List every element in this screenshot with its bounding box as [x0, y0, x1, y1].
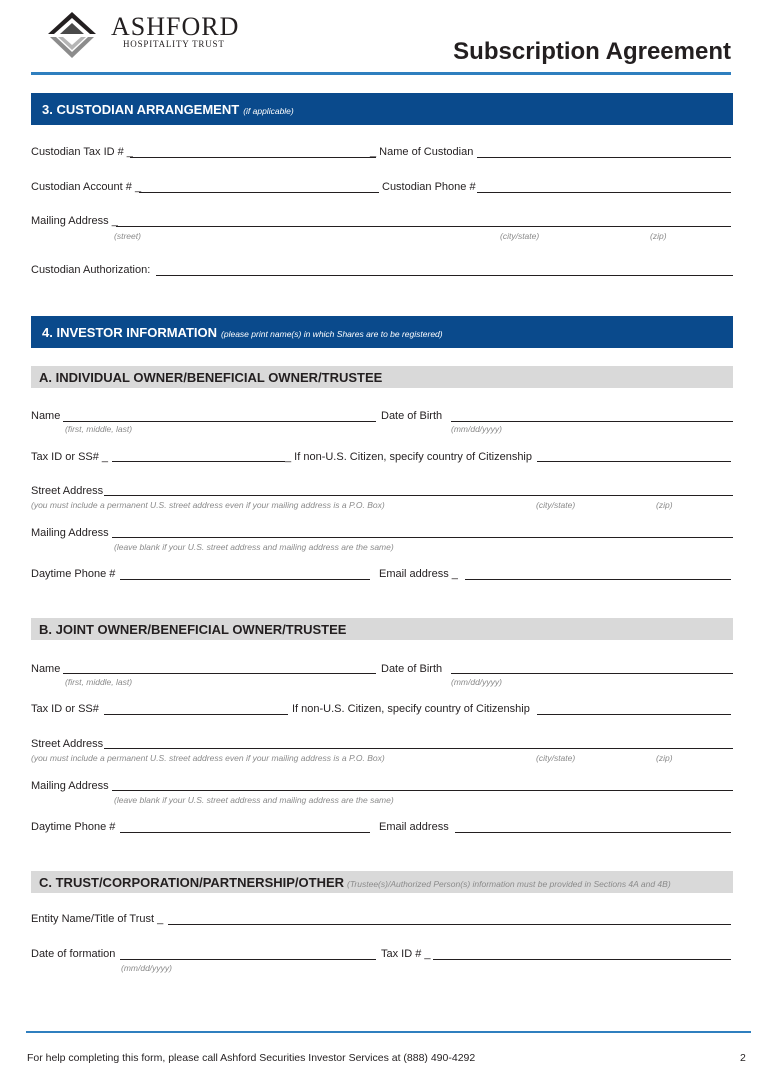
- section-4-header: [31, 316, 733, 348]
- custodian-zip-hint: (zip): [650, 231, 667, 241]
- custodian-account-field[interactable]: [139, 192, 379, 193]
- owner-b-name-field[interactable]: [63, 673, 376, 674]
- entity-taxid-field[interactable]: [433, 959, 731, 960]
- owner-a-mailing-label: Mailing Address: [31, 527, 109, 539]
- owner-a-dob-field[interactable]: [451, 421, 733, 422]
- owner-a-citizenship-field[interactable]: [537, 461, 731, 462]
- owner-b-phone-field[interactable]: [120, 832, 370, 833]
- owner-a-street-label: Street Address: [31, 485, 104, 497]
- owner-b-zip-hint: (zip): [656, 753, 673, 763]
- owner-b-taxid-field[interactable]: [104, 714, 288, 715]
- section-4-title: 4. INVESTOR INFORMATION: [42, 325, 218, 340]
- section-4c-subtitle: (Trustee(s)/Authorized Person(s) information must be provided in Sections 4A and 4B): [347, 879, 671, 889]
- footer-help-text: For help completing this form, please call Ashford Securities Investor Services at (888) 490-4292: [27, 1052, 476, 1064]
- formation-date-field[interactable]: [120, 959, 376, 960]
- owner-a-name-hint: (first, middle, last): [65, 424, 133, 434]
- footer-rule: [26, 1031, 751, 1033]
- owner-b-dob-field[interactable]: [451, 673, 733, 674]
- custodian-name-label: _ Name of Custodian: [370, 146, 474, 158]
- custodian-mailing-label: Mailing Address _: [31, 215, 118, 227]
- owner-a-street-field[interactable]: [104, 495, 733, 496]
- owner-a-phone-label: Daytime Phone #: [31, 568, 116, 580]
- owner-b-taxid-label: Tax ID or SS#: [31, 703, 99, 715]
- company-subtitle: HOSPITALITY TRUST: [123, 39, 225, 49]
- owner-a-name-label: Name: [31, 410, 61, 422]
- owner-a-dob-label: Date of Birth: [381, 410, 443, 422]
- document-title: Subscription Agreement: [453, 38, 731, 65]
- owner-b-street-label: Street Address: [31, 738, 104, 750]
- owner-a-name-field[interactable]: [63, 421, 376, 422]
- custodian-name-field[interactable]: [477, 157, 731, 158]
- owner-b-city-hint: (city/state): [536, 753, 576, 763]
- owner-a-citizenship-label: _ If non-U.S. Citizen, specify country of Citizenship: [285, 451, 532, 463]
- entity-name-label: Entity Name/Title of Trust _: [31, 913, 164, 925]
- owner-b-dob-label: Date of Birth: [381, 663, 443, 675]
- owner-b-citizenship-field[interactable]: [537, 714, 731, 715]
- custodian-phone-field[interactable]: [477, 192, 731, 193]
- owner-a-taxid-field[interactable]: [112, 461, 285, 462]
- company-name: ASHFORD: [111, 12, 240, 41]
- custodian-city-hint: (city/state): [500, 231, 540, 241]
- owner-b-street-hint: (you must include a permanent U.S. street address even if your mailing address is a P.O. Box): [31, 753, 385, 763]
- formation-date-hint: (mm/dd/yyyy): [121, 963, 172, 973]
- custodian-phone-label: Custodian Phone #: [382, 181, 476, 193]
- section-3-title: 3. CUSTODIAN ARRANGEMENT: [42, 102, 240, 117]
- owner-a-mailing-hint: (leave blank if your U.S. street address and mailing address are the same): [114, 542, 394, 552]
- section-4a-title: A. INDIVIDUAL OWNER/BENEFICIAL OWNER/TRUSTEE: [39, 370, 383, 385]
- section-3-header: [31, 93, 733, 125]
- custodian-tax-id-field[interactable]: [130, 157, 376, 158]
- custodian-account-label: Custodian Account # _: [31, 181, 142, 193]
- owner-b-name-hint: (first, middle, last): [65, 677, 133, 687]
- owner-b-citizenship-label: If non-U.S. Citizen, specify country of Citizenship: [292, 703, 530, 715]
- owner-a-mailing-field[interactable]: [112, 537, 733, 538]
- custodian-tax-id-label: Custodian Tax ID # _: [31, 146, 133, 158]
- owner-b-dob-hint: (mm/dd/yyyy): [451, 677, 502, 687]
- section-4b-header: [31, 618, 733, 640]
- owner-b-email-field[interactable]: [455, 832, 731, 833]
- owner-a-email-field[interactable]: [465, 579, 731, 580]
- owner-b-email-label: Email address: [379, 821, 449, 833]
- page-number: 2: [740, 1052, 746, 1064]
- owner-a-phone-field[interactable]: [120, 579, 370, 580]
- owner-b-mailing-field[interactable]: [112, 790, 733, 791]
- owner-b-street-field[interactable]: [104, 748, 733, 749]
- custodian-authorization-label: Custodian Authorization:: [31, 264, 151, 276]
- owner-b-mailing-hint: (leave blank if your U.S. street address and mailing address are the same): [114, 795, 394, 805]
- custodian-authorization-field[interactable]: [156, 275, 733, 276]
- section-3-subtitle: (if applicable): [243, 106, 294, 116]
- ashford-logo-icon: [46, 11, 98, 59]
- owner-b-name-label: Name: [31, 663, 61, 675]
- owner-a-zip-hint: (zip): [656, 500, 673, 510]
- section-4c-title: C. TRUST/CORPORATION/PARTNERSHIP/OTHER: [39, 875, 345, 890]
- owner-b-phone-label: Daytime Phone #: [31, 821, 116, 833]
- custodian-street-hint: (street): [114, 231, 141, 241]
- owner-a-dob-hint: (mm/dd/yyyy): [451, 424, 502, 434]
- section-4c-header: [31, 871, 733, 893]
- header-rule: [31, 72, 731, 75]
- formation-date-label: Date of formation: [31, 948, 116, 960]
- section-4a-header: [31, 366, 733, 388]
- owner-a-city-hint: (city/state): [536, 500, 576, 510]
- entity-taxid-label: Tax ID # _: [381, 948, 431, 960]
- owner-a-email-label: Email address _: [379, 568, 458, 580]
- custodian-mailing-field[interactable]: [116, 226, 731, 227]
- owner-b-mailing-label: Mailing Address: [31, 780, 109, 792]
- section-4b-title: B. JOINT OWNER/BENEFICIAL OWNER/TRUSTEE: [39, 622, 347, 637]
- owner-a-street-hint: (you must include a permanent U.S. street address even if your mailing address is a P.O. Box): [31, 500, 385, 510]
- entity-name-field[interactable]: [168, 924, 731, 925]
- section-4-subtitle: (please print name(s) in which Shares are to be registered): [221, 329, 443, 339]
- owner-a-taxid-label: Tax ID or SS# _: [31, 451, 109, 463]
